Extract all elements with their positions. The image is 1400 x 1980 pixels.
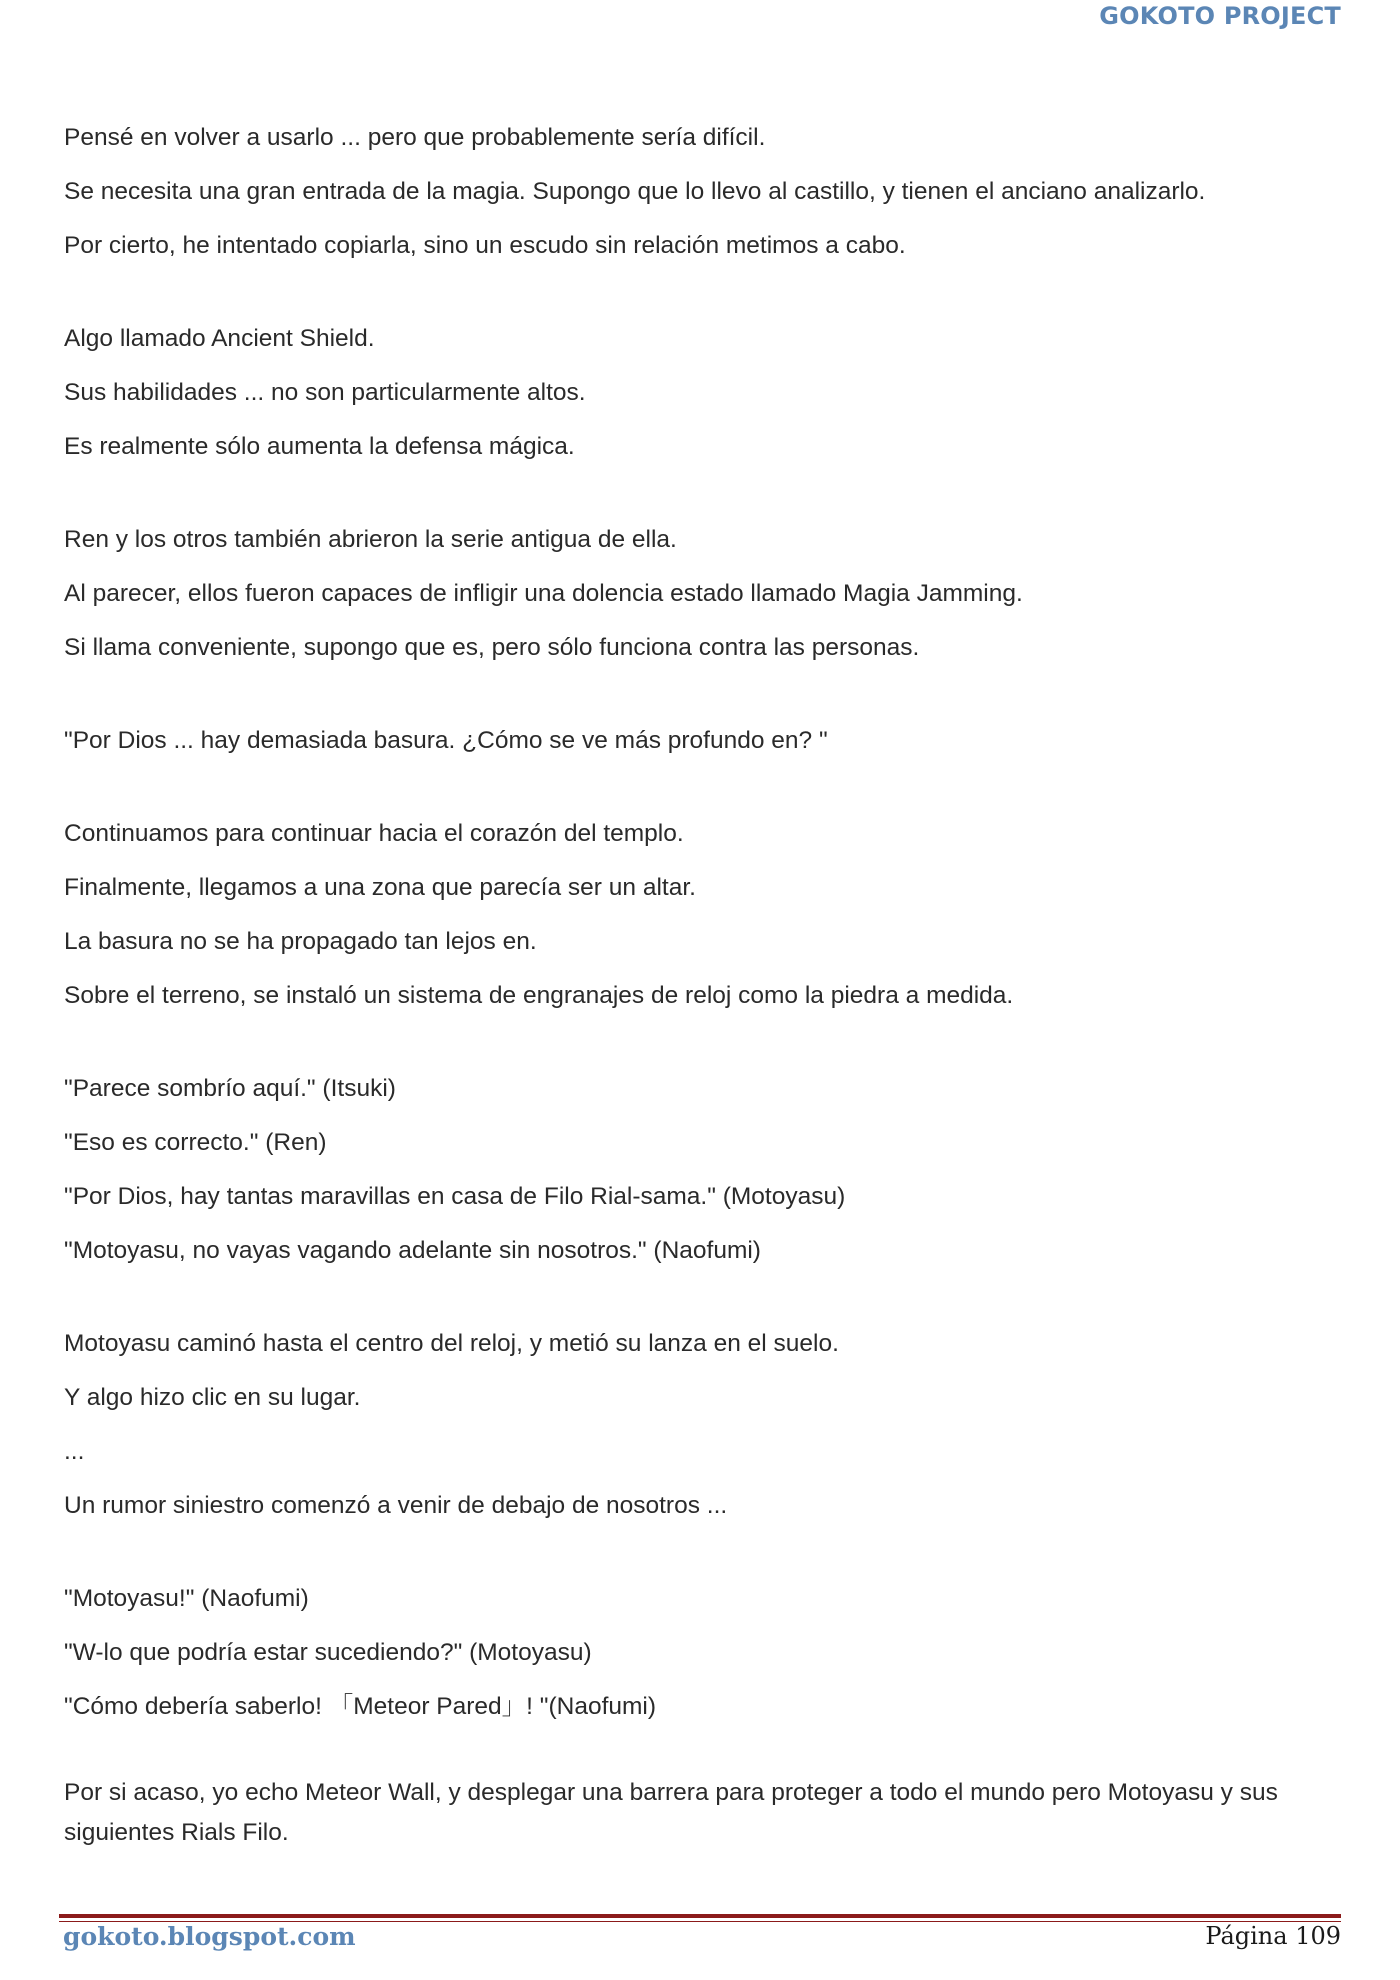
paragraph xyxy=(64,807,1324,1023)
text-line: "Parece sombrío aquí." (Itsuki) xyxy=(64,1075,396,1102)
footer-divider xyxy=(59,1914,1341,1918)
paragraph xyxy=(64,111,1324,273)
text-line: "W-lo que podría estar sucediendo?" (Motoyasu) xyxy=(64,1639,592,1666)
text-line: "Por Dios, hay tantas maravillas en casa de Filo Rial-sama." (Motoyasu) xyxy=(64,1183,846,1210)
text-line: Al parecer, ellos fueron capaces de infligir una dolencia estado llamado Magia Jamming. xyxy=(64,580,1023,607)
text-line: Algo llamado Ancient Shield. xyxy=(64,325,375,352)
text-line: "Motoyasu!" (Naofumi) xyxy=(64,1585,309,1612)
footer-site-link[interactable]: gokoto.blogspot.com xyxy=(63,1922,356,1951)
document-body xyxy=(64,111,1324,1892)
text-line: Y algo hizo clic en su lugar. xyxy=(64,1384,361,1411)
text-line: Por cierto, he intentado copiarla, sino un escudo sin relación metimos a cabo. xyxy=(64,232,906,259)
text-line: Se necesita una gran entrada de la magia. Supongo que lo llevo al castillo, y tienen el anciano analizarlo. xyxy=(64,178,1206,205)
paragraph xyxy=(64,1317,1324,1533)
paragraph xyxy=(64,1572,1324,1734)
text-line: Es realmente sólo aumenta la defensa mágica. xyxy=(64,433,575,460)
text-line: "Eso es correcto." (Ren) xyxy=(64,1129,327,1156)
text-line: Pensé en volver a usarlo ... pero que probablemente sería difícil. xyxy=(64,124,766,151)
text-line: La basura no se ha propagado tan lejos en. xyxy=(64,928,537,955)
header-title: GOKOTO PROJECT xyxy=(1099,2,1341,30)
text-line: Sobre el terreno, se instaló un sistema de engranajes de reloj como la piedra a medida. xyxy=(64,982,1014,1009)
paragraph xyxy=(64,513,1324,675)
text-line: Un rumor siniestro comenzó a venir de debajo de nosotros ... xyxy=(64,1492,728,1519)
paragraph xyxy=(64,312,1324,474)
text-line: ... xyxy=(64,1438,85,1465)
text-line: Si llama conveniente, supongo que es, pero sólo funciona contra las personas. xyxy=(64,634,920,661)
text-line: Sus habilidades ... no son particularmente altos. xyxy=(64,379,586,406)
paragraph xyxy=(64,1773,1324,1853)
text-line: "Por Dios ... hay demasiada basura. ¿Cómo se ve más profundo en? " xyxy=(64,727,828,754)
text-line: Por si acaso, yo echo Meteor Wall, y desplegar una barrera para proteger a todo el mundo pero Motoyasu y sus siguientes Rials Filo. xyxy=(64,1779,1278,1846)
paragraph xyxy=(64,714,1324,768)
text-line: Continuamos para continuar hacia el corazón del templo. xyxy=(64,820,684,847)
text-line: Finalmente, llegamos a una zona que parecía ser un altar. xyxy=(64,874,696,901)
text-line: Ren y los otros también abrieron la serie antigua de ella. xyxy=(64,526,677,553)
text-line: "Cómo debería saberlo! 「Meteor Pared」! "(Naofumi) xyxy=(64,1693,657,1720)
text-line: "Motoyasu, no vayas vagando adelante sin nosotros." (Naofumi) xyxy=(64,1237,761,1264)
paragraph xyxy=(64,1062,1324,1278)
page-number: Página 109 xyxy=(1205,1922,1341,1950)
text-line: Motoyasu caminó hasta el centro del reloj, y metió su lanza en el suelo. xyxy=(64,1330,839,1357)
